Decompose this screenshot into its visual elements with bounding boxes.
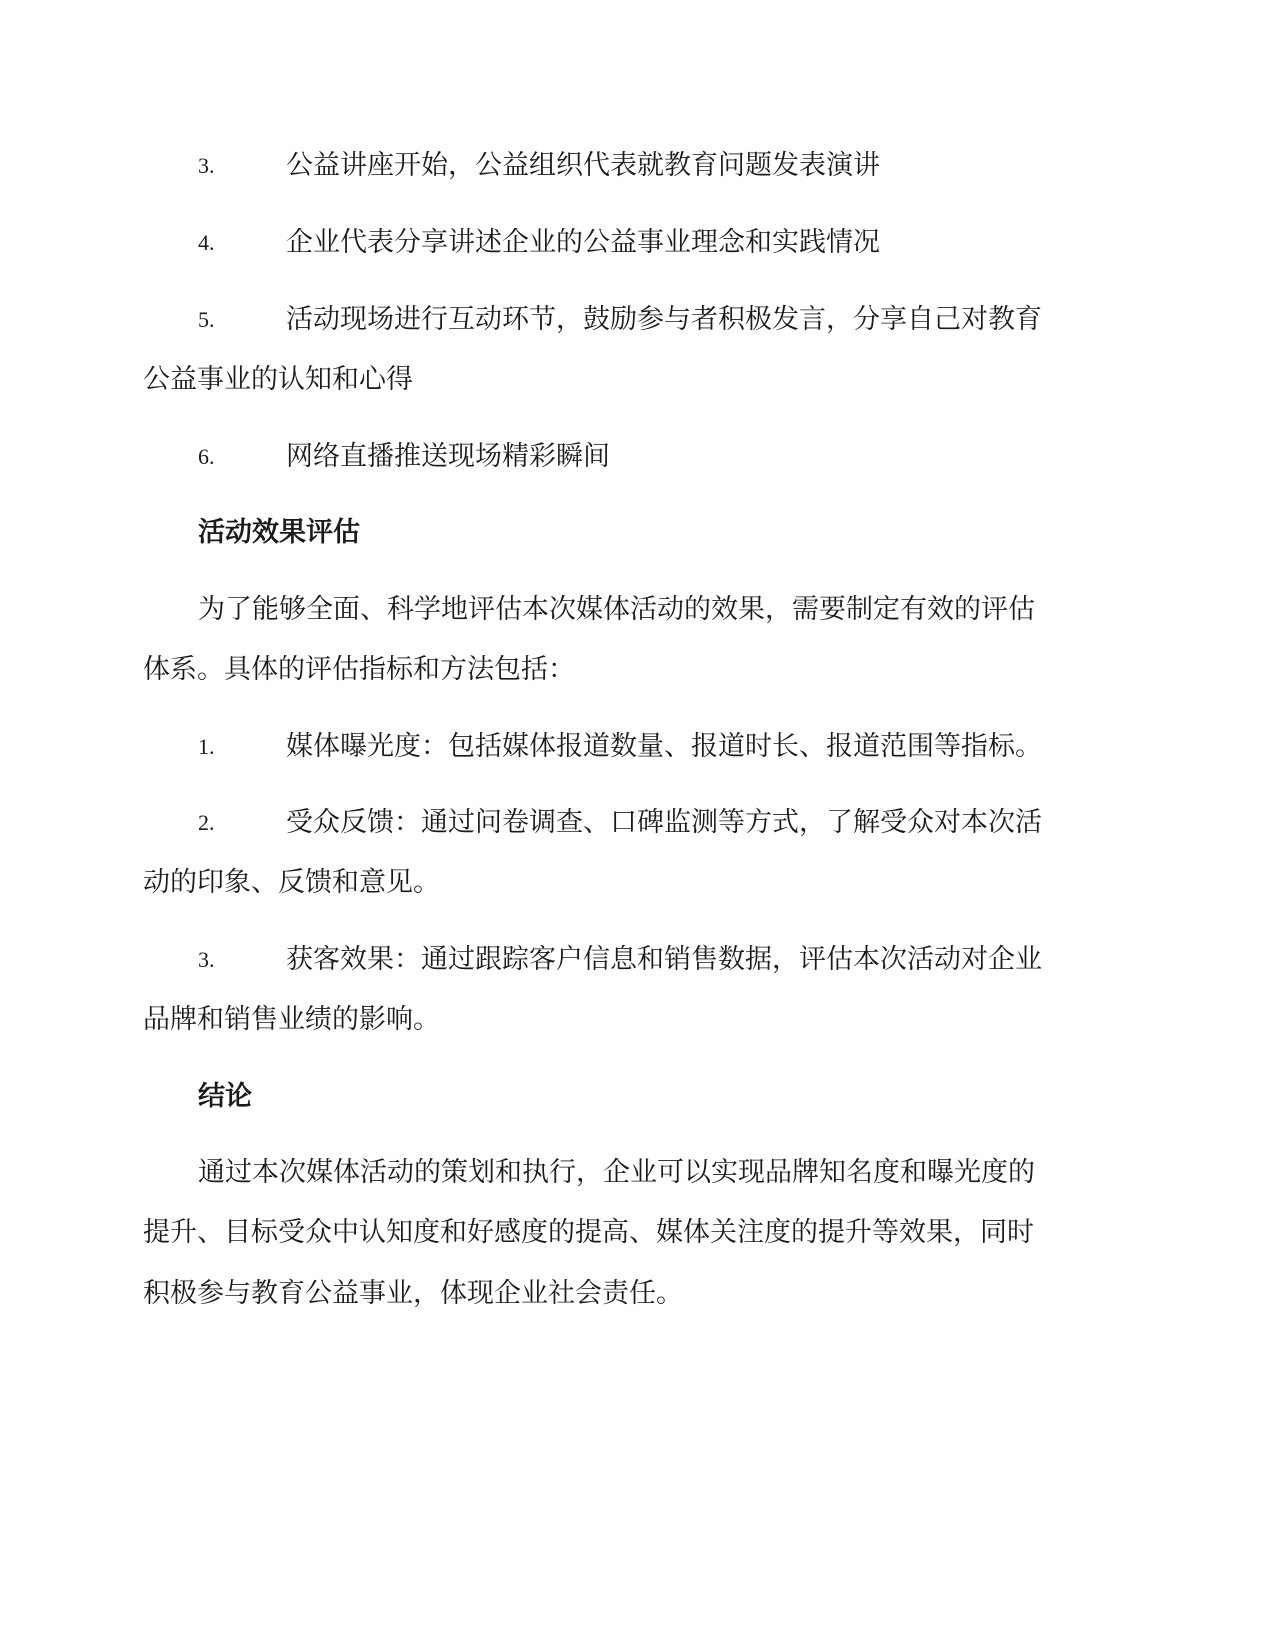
list-number: 5. xyxy=(198,307,215,332)
list-item-text: 公益讲座开始，公益组织代表就教育问题发表演讲 xyxy=(286,150,880,181)
list-number: 4. xyxy=(198,230,215,255)
paragraph-line: 积极参与教育公益事业，体现企业社会责任。 xyxy=(143,1278,683,1309)
paragraph-line: 体系。具体的评估指标和方法包括： xyxy=(143,654,575,685)
list-number: 2. xyxy=(198,810,215,835)
paragraph-line: 为了能够全面、科学地评估本次媒体活动的效果，需要制定有效的评估 xyxy=(198,594,1035,625)
list-number: 3. xyxy=(198,153,215,178)
list-number: 3. xyxy=(198,947,215,972)
list-item-text: 获客效果：通过跟踪客户信息和销售数据，评估本次活动对企业 xyxy=(286,944,1042,975)
list-item-text: 网络直播推送现场精彩瞬间 xyxy=(286,441,610,472)
list-item-text: 活动现场进行互动环节，鼓励参与者积极发言，分享自己对教育 xyxy=(286,304,1042,335)
list-number: 6. xyxy=(198,444,215,469)
list-item-text-continuation: 公益事业的认知和心得 xyxy=(143,364,413,395)
list-item-text: 企业代表分享讲述企业的公益事业理念和实践情况 xyxy=(286,227,880,258)
section-heading-conclusion: 结论 xyxy=(198,1081,252,1112)
paragraph-line: 通过本次媒体活动的策划和执行，企业可以实现品牌知名度和曝光度的 xyxy=(198,1157,1035,1188)
section-heading-evaluation: 活动效果评估 xyxy=(198,517,360,548)
list-item-text-continuation: 品牌和销售业绩的影响。 xyxy=(143,1004,440,1035)
list-item-text: 受众反馈：通过问卷调查、口碑监测等方式，了解受众对本次活 xyxy=(286,807,1042,838)
paragraph-line: 提升、目标受众中认知度和好感度的提高、媒体关注度的提升等效果，同时 xyxy=(143,1217,1034,1248)
list-number: 1. xyxy=(198,734,215,759)
list-item-text-continuation: 动的印象、反馈和意见。 xyxy=(143,867,440,898)
list-item-text: 媒体曝光度：包括媒体报道数量、报道时长、报道范围等指标。 xyxy=(286,731,1042,762)
